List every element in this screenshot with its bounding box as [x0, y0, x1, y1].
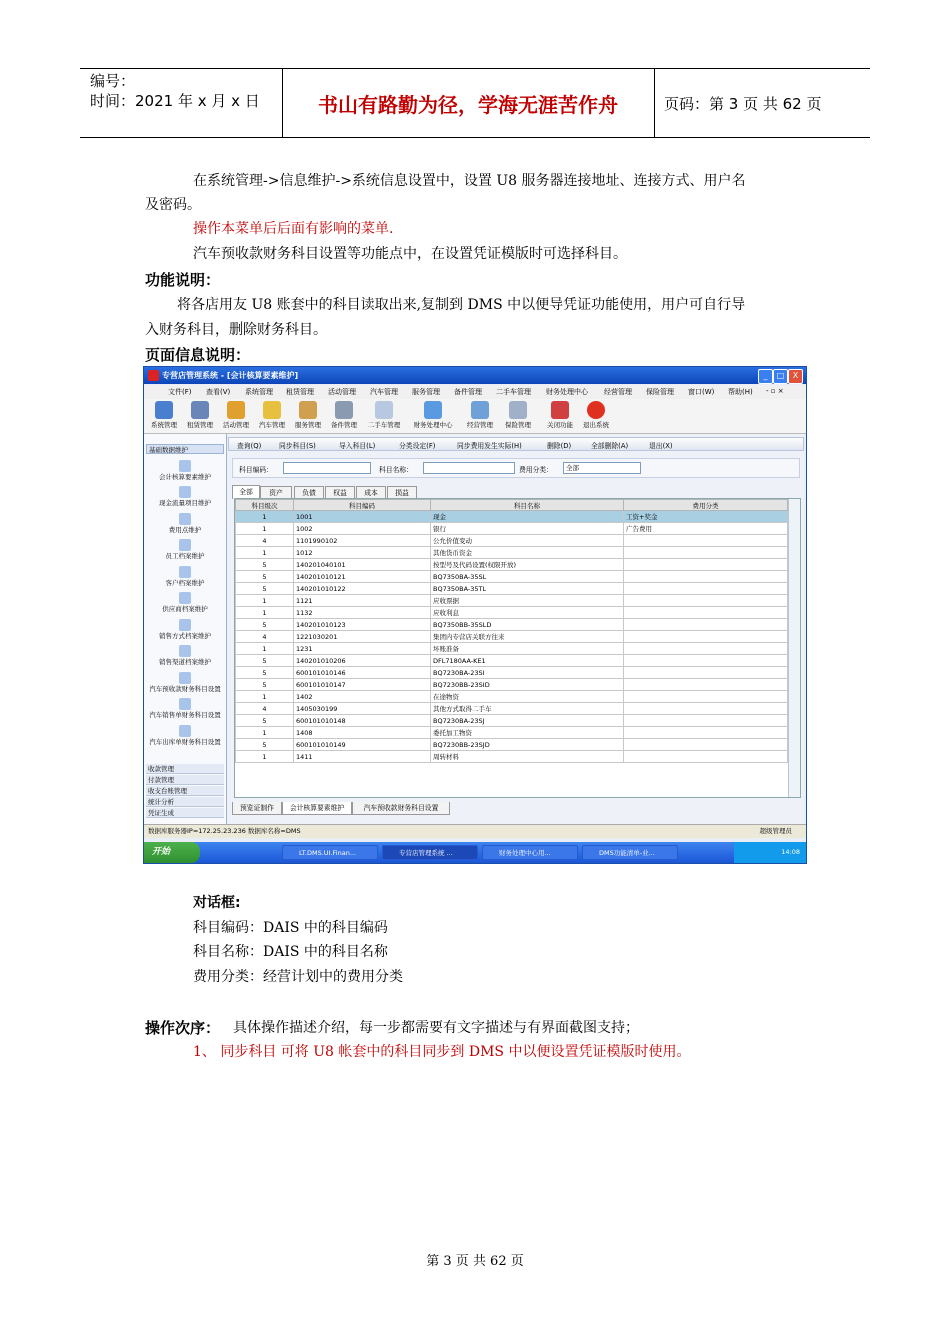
cell-category	[624, 667, 788, 679]
sidebar-item-customer[interactable]: 客户档案维护	[144, 566, 226, 587]
tool-insurance[interactable]: 保险管理	[500, 401, 536, 429]
op-heading: 操作次序：	[145, 1019, 221, 1037]
cell-name: 银行	[431, 523, 624, 535]
tab-cost[interactable]: 成本	[356, 486, 386, 499]
sidebar-group-payment[interactable]: 付款管理	[146, 775, 224, 785]
cell-level: 4	[236, 631, 294, 643]
mdi-controls[interactable]: - ▫ ×	[766, 387, 784, 395]
sidebar-item-cashflow[interactable]: 现金流量项目维护	[144, 486, 226, 507]
sidebar-group-voucher[interactable]: 凭证生成	[146, 808, 224, 818]
sidebar-item-outbound[interactable]: 汽车出库单财务科目设置	[144, 725, 226, 746]
nav-sidebar	[144, 434, 227, 832]
service-icon	[299, 401, 317, 419]
window-titlebar	[144, 367, 806, 384]
op-desc: 具体操作描述介绍，每一步都需要有文字描述与有界面截图支持；	[233, 1020, 639, 1036]
table-row[interactable]	[236, 691, 788, 703]
table-row[interactable]	[236, 523, 788, 535]
tab-all[interactable]: 全部	[232, 485, 260, 499]
table-row[interactable]	[236, 595, 788, 607]
tool-used-car[interactable]: 二手车管理	[364, 401, 404, 429]
tab-asset[interactable]: 资产	[260, 486, 292, 499]
taskbar-clock: 14:08	[734, 842, 806, 863]
code-label: 科目编码：	[239, 466, 273, 474]
sidebar-group-stats[interactable]: 统计分析	[146, 797, 224, 807]
document-icon	[179, 725, 191, 737]
table-row[interactable]	[236, 511, 788, 523]
menu-lease[interactable]: 租赁管理	[286, 388, 314, 396]
cell-category	[624, 619, 788, 631]
col-code[interactable]: 科目编码	[294, 500, 431, 511]
cell-name: 坏账准备	[431, 643, 624, 655]
cell-category	[624, 559, 788, 571]
cell-code: 140201010121	[294, 571, 431, 583]
menu-operation[interactable]: 经营管理	[604, 388, 632, 396]
cell-name: BQ7350BA-35SL	[431, 571, 624, 583]
menu-used-car[interactable]: 二手车管理	[496, 388, 531, 396]
cell-level: 4	[236, 535, 294, 547]
cell-name: 集团内专营店关联方往来	[431, 631, 624, 643]
cell-category	[624, 643, 788, 655]
cell-name: 其他货币资金	[431, 547, 624, 559]
dialog-item: 费用分类：经营计划中的费用分类	[193, 969, 403, 985]
document-icon	[179, 566, 191, 578]
cell-category	[624, 547, 788, 559]
cell-level: 5	[236, 559, 294, 571]
menu-activity[interactable]: 活动管理	[328, 388, 356, 396]
close-function-icon	[551, 401, 569, 419]
para-affect: 汽车预收款财务科目设置等功能点中，在设置凭证模版时可选择科目。	[193, 246, 627, 262]
operation-icon	[471, 401, 489, 419]
cell-code: 600101010148	[294, 715, 431, 727]
cell-category	[624, 571, 788, 583]
func-desc: 将各店用友 U8 账套中的科目读取出来,复制到 DMS 中以便导凭证功能使用，用户可自行导	[177, 297, 746, 313]
tool-parts[interactable]: 备件管理	[326, 401, 362, 429]
tab-profit-loss[interactable]: 损益	[387, 486, 417, 499]
cell-code: 1101990102	[294, 535, 431, 547]
table-row[interactable]	[236, 607, 788, 619]
os-taskbar	[144, 842, 806, 863]
sidebar-group-header[interactable]: 基础数据维护	[146, 444, 224, 454]
cell-category	[624, 703, 788, 715]
col-name[interactable]: 科目名称	[431, 500, 624, 511]
cell-level: 5	[236, 619, 294, 631]
cell-level: 5	[236, 715, 294, 727]
cell-level: 1	[236, 691, 294, 703]
cell-category	[624, 715, 788, 727]
table-row[interactable]	[236, 631, 788, 643]
dialog-item: 科目编码：DAIS 中的科目编码	[193, 920, 388, 936]
header-divider	[654, 69, 655, 137]
cell-name: 其他方式取得二手车	[431, 703, 624, 715]
delete-button[interactable]: 删除(D)	[547, 442, 572, 450]
tool-service[interactable]: 服务管理	[290, 401, 326, 429]
cell-code: 1012	[294, 547, 431, 559]
car-icon	[263, 401, 281, 419]
table-row[interactable]	[236, 751, 788, 763]
exit-button[interactable]: 退出(X)	[649, 442, 673, 450]
table-row[interactable]	[236, 727, 788, 739]
menu-car[interactable]: 汽车管理	[370, 388, 398, 396]
subject-table	[235, 499, 788, 763]
category-label: 费用分类：	[519, 466, 553, 474]
table-row[interactable]	[236, 535, 788, 547]
cell-level: 1	[236, 511, 294, 523]
minimize-button[interactable]: _	[758, 369, 773, 384]
status-bar	[144, 824, 806, 838]
cell-name: BQ7230BA-23SJ	[431, 715, 624, 727]
cell-code: 1405030199	[294, 703, 431, 715]
cell-level: 5	[236, 571, 294, 583]
cell-category	[624, 739, 788, 751]
name-input[interactable]	[423, 462, 515, 474]
menu-service[interactable]: 服务管理	[412, 388, 440, 396]
sync-expense-button[interactable]: 同步费用发生实际(H)	[457, 442, 522, 450]
cell-category	[624, 583, 788, 595]
cell-code: 600101010149	[294, 739, 431, 751]
finance-icon	[424, 401, 442, 419]
status-db-info: 数据库服务器IP=172.25.23.236 数据库名称=DMS	[148, 827, 301, 835]
menu-window[interactable]: 窗口(W)	[688, 388, 715, 396]
taskbar-item[interactable]: 专营店管理系统 ...	[382, 845, 478, 860]
cell-category: 工资+奖金	[624, 511, 788, 523]
page-info-heading: 页面信息说明：	[145, 346, 251, 364]
sidebar-item-prepay[interactable]: 汽车预收款财务科目设置	[144, 672, 226, 693]
taskbar-item[interactable]: DMS功能清单-业...	[582, 845, 678, 860]
maximize-button[interactable]: □	[773, 369, 788, 384]
tool-operation[interactable]: 经营管理	[462, 401, 498, 429]
dialog-item: 科目名称：DAIS 中的科目名称	[193, 944, 388, 960]
icon-toolbar	[144, 399, 806, 434]
table-row[interactable]	[236, 559, 788, 571]
cell-category	[624, 535, 788, 547]
tool-system[interactable]: 系统管理	[146, 401, 182, 429]
cell-category: 广告费用	[624, 523, 788, 535]
cell-name: 应收票据	[431, 595, 624, 607]
system-icon	[155, 401, 173, 419]
func-desc-cont: 入财务科目，删除财务科目。	[145, 322, 327, 338]
cell-category	[624, 655, 788, 667]
document-icon	[179, 698, 191, 710]
cell-level: 5	[236, 655, 294, 667]
cell-name: BQ7230BB-23SJD	[431, 739, 624, 751]
dialog-heading: 对话框:	[193, 895, 241, 911]
cell-name: 周转材料	[431, 751, 624, 763]
cell-name: DFL7180AA-KE1	[431, 655, 624, 667]
menu-view[interactable]: 查看(V)	[206, 388, 231, 396]
cell-level: 1	[236, 547, 294, 559]
page-header	[80, 68, 870, 138]
menu-finance[interactable]: 财务处理中心	[546, 388, 588, 396]
grid-scrollbar[interactable]	[788, 499, 800, 797]
cell-name: 按型号及代码设置(权限开放)	[431, 559, 624, 571]
cell-level: 1	[236, 751, 294, 763]
cell-code: 1132	[294, 607, 431, 619]
cell-name: 应收利息	[431, 607, 624, 619]
power-icon	[587, 401, 605, 419]
sync-subject-button[interactable]: 同步科目(S)	[279, 442, 316, 450]
sidebar-item-supplier[interactable]: 供应商档案维护	[144, 592, 226, 613]
table-row[interactable]	[236, 715, 788, 727]
doc-number-label: 编号：	[90, 72, 136, 90]
sidebar-item-sales-method[interactable]: 销售方式档案维护	[144, 619, 226, 640]
cell-category	[624, 751, 788, 763]
sidebar-item-expense[interactable]: 费用点维护	[144, 513, 226, 534]
table-row[interactable]	[236, 547, 788, 559]
cell-category	[624, 727, 788, 739]
cell-category	[624, 595, 788, 607]
tab-accounting-maint[interactable]: 会计核算要素维护	[282, 802, 352, 815]
cell-name: 公允价值变动	[431, 535, 624, 547]
para-setup-cont: 及密码。	[145, 197, 201, 213]
tool-lease[interactable]: 租赁管理	[182, 401, 218, 429]
page-footer: 第 3 页 共 62 页	[426, 1254, 524, 1269]
status-user: 超级管理员	[759, 827, 792, 835]
cell-code: 140201010206	[294, 655, 431, 667]
cell-code: 1402	[294, 691, 431, 703]
cell-code: 600101010146	[294, 667, 431, 679]
start-button[interactable]: 开始	[144, 842, 200, 863]
document-icon	[179, 460, 191, 472]
col-category[interactable]: 费用分类	[624, 500, 788, 511]
tool-close-function[interactable]: 关闭功能	[542, 401, 578, 429]
cell-name: 在途物资	[431, 691, 624, 703]
func-heading: 功能说明：	[145, 271, 221, 289]
tool-exit[interactable]: 退出系统	[578, 401, 614, 429]
tab-prepay-subject[interactable]: 汽车预收款财务科目设置	[352, 802, 450, 815]
cell-code: 600101010147	[294, 679, 431, 691]
cell-level: 5	[236, 667, 294, 679]
cell-level: 1	[236, 523, 294, 535]
table-row[interactable]	[236, 703, 788, 715]
table-row[interactable]	[236, 655, 788, 667]
insurance-icon	[509, 401, 527, 419]
parts-icon	[335, 401, 353, 419]
table-row[interactable]	[236, 583, 788, 595]
taskbar-item[interactable]: LT.DMS.UI.Finan...	[282, 845, 378, 860]
menu-system[interactable]: 系统管理	[245, 388, 273, 396]
tool-car[interactable]: 汽车管理	[254, 401, 290, 429]
table-row[interactable]	[236, 679, 788, 691]
document-icon	[179, 592, 191, 604]
cell-code: 1001	[294, 511, 431, 523]
cell-level: 1	[236, 643, 294, 655]
document-icon	[179, 645, 191, 657]
cell-code: 1002	[294, 523, 431, 535]
cell-category	[624, 631, 788, 643]
main-panel	[228, 434, 804, 832]
sidebar-item-staff[interactable]: 员工档案维护	[144, 539, 226, 560]
category-select[interactable]: 全部	[563, 462, 641, 474]
note-red: 操作本菜单后后面有影响的菜单.	[193, 221, 394, 237]
cell-category	[624, 679, 788, 691]
name-label: 科目名称：	[379, 466, 413, 474]
tab-liability[interactable]: 负债	[294, 486, 324, 499]
cell-code: 140201010123	[294, 619, 431, 631]
cell-code: 1408	[294, 727, 431, 739]
table-row[interactable]	[236, 619, 788, 631]
document-icon	[179, 513, 191, 525]
cell-name: BQ7350BB-35SLD	[431, 619, 624, 631]
header-motto: 书山有路勤为径，学海无涯苦作舟	[318, 93, 618, 117]
para-setup: 在系统管理->信息维护->系统信息设置中，设置 U8 服务器连接地址、连接方式、用户名	[193, 173, 746, 189]
category-set-button[interactable]: 分类设定(F)	[399, 442, 436, 450]
code-input[interactable]	[283, 462, 371, 474]
cell-code: 1411	[294, 751, 431, 763]
tool-finance[interactable]: 财务处理中心	[408, 401, 458, 429]
document-icon	[179, 672, 191, 684]
cell-name: BQ7230BA-23SI	[431, 667, 624, 679]
cell-category	[624, 691, 788, 703]
doc-time-label: 时间：2021 年 x 月 x 日	[90, 92, 260, 110]
cell-name: BQ7350BA-35TL	[431, 583, 624, 595]
action-toolbar	[228, 437, 804, 451]
lease-car-icon	[191, 401, 209, 419]
close-button[interactable]: X	[788, 369, 803, 384]
query-button[interactable]: 查询(Q)	[237, 442, 262, 450]
menu-file[interactable]: 文件(F)	[168, 388, 192, 396]
cell-name: 委托加工物资	[431, 727, 624, 739]
menu-insurance[interactable]: 保险管理	[646, 388, 674, 396]
cell-level: 5	[236, 739, 294, 751]
cell-level: 5	[236, 583, 294, 595]
cell-level: 4	[236, 703, 294, 715]
query-panel	[232, 458, 800, 478]
cell-code: 1221030201	[294, 631, 431, 643]
op-step-1: 1、 同步科目 可将 U8 帐套中的科目同步到 DMS 中以便设置凭证模版时使用。	[193, 1044, 691, 1060]
cell-level: 1	[236, 595, 294, 607]
cell-level: 1	[236, 607, 294, 619]
window-title: 专营店管理系统 - [会计核算要素维护]	[162, 371, 299, 380]
tool-activity[interactable]: 活动管理	[218, 401, 254, 429]
menu-parts[interactable]: 备件管理	[454, 388, 482, 396]
cell-code: 140201010122	[294, 583, 431, 595]
taskbar-item[interactable]: 财务处理中心用...	[482, 845, 578, 860]
table-row[interactable]	[236, 643, 788, 655]
header-page-info: 页码：第 3 页 共 62 页	[664, 95, 822, 113]
tab-equity[interactable]: 权益	[325, 486, 355, 499]
subject-grid	[234, 498, 801, 798]
table-row[interactable]	[236, 667, 788, 679]
table-row[interactable]	[236, 571, 788, 583]
menu-bar	[144, 385, 806, 399]
activity-icon	[227, 401, 245, 419]
cell-code: 1121	[294, 595, 431, 607]
sidebar-item-accounting[interactable]: 会计核算要素维护	[144, 460, 226, 481]
cell-level: 5	[236, 679, 294, 691]
cell-code: 140201040101	[294, 559, 431, 571]
cell-code: 1231	[294, 643, 431, 655]
document-icon	[179, 486, 191, 498]
header-meta	[90, 71, 280, 111]
app-logo-icon	[148, 370, 159, 381]
cell-level: 1	[236, 727, 294, 739]
sidebar-group-receipt[interactable]: 收款管理	[146, 764, 224, 774]
cell-name: BQ7230BB-23SID	[431, 679, 624, 691]
used-car-icon	[375, 401, 393, 419]
menu-help[interactable]: 帮助(H)	[728, 388, 753, 396]
table-row[interactable]	[236, 739, 788, 751]
document-icon	[179, 619, 191, 631]
delete-all-button[interactable]: 全部删除(A)	[591, 442, 629, 450]
cell-name: 现金	[431, 511, 624, 523]
app-screenshot	[143, 366, 807, 864]
tab-voucher-make[interactable]: 预览证制作	[232, 802, 282, 815]
sidebar-group-ledger[interactable]: 收支台账管理	[146, 786, 224, 796]
cell-category	[624, 607, 788, 619]
sidebar-item-sales-order[interactable]: 汽车销售单财务科目设置	[144, 698, 226, 719]
sidebar-item-sales-channel[interactable]: 销售渠道档案维护	[144, 645, 226, 666]
col-level[interactable]: 科目级次	[236, 500, 294, 511]
import-subject-button[interactable]: 导入科目(L)	[339, 442, 376, 450]
document-icon	[179, 539, 191, 551]
